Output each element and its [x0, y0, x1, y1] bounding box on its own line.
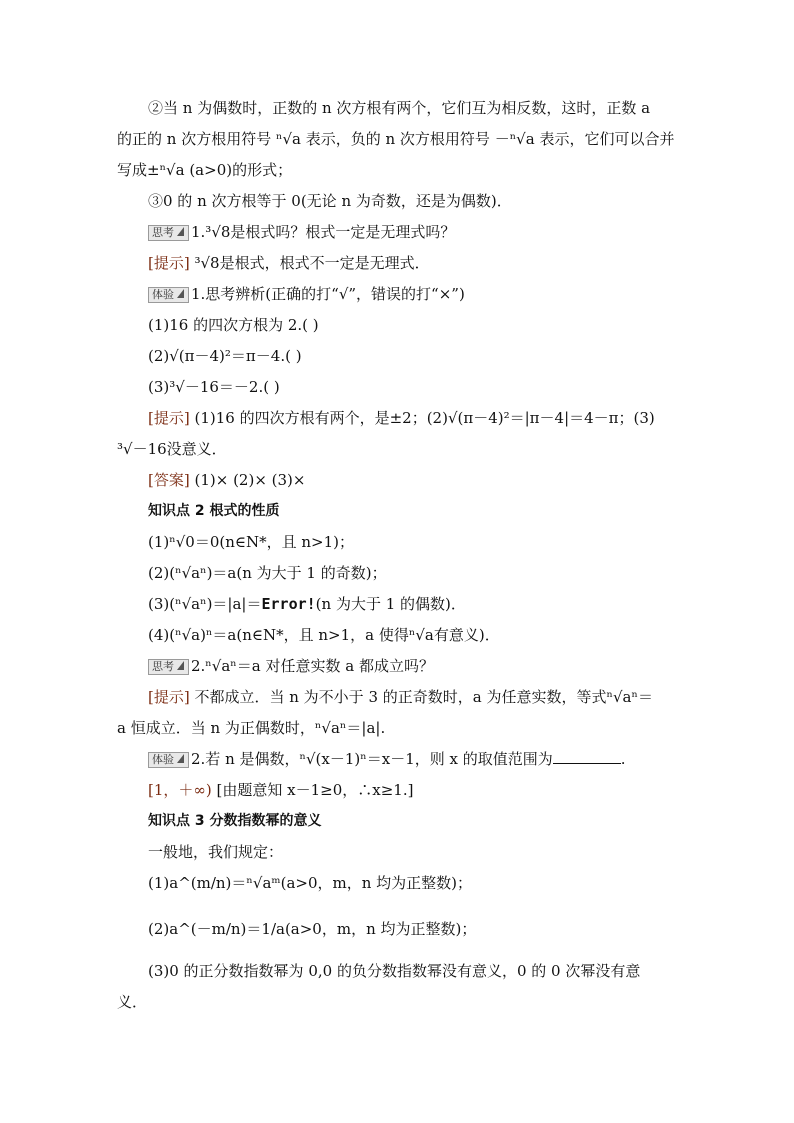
- think-tag: 思考: [148, 225, 189, 241]
- section-heading: 知识点 2 根式的性质: [148, 503, 280, 519]
- text-line: (2)(ⁿ√aⁿ)＝a(n 为大于 1 的奇数)；: [148, 564, 387, 582]
- text-line: 的正的 n 次方根用符号 ⁿ√a 表示，负的 n 次方根用符号 －ⁿ√a 表示，它们可以合并: [117, 130, 675, 148]
- answer-tag: [1，＋∞): [148, 781, 212, 799]
- hint-text: 不都成立．当 n 为不小于 3 的正奇数时，a 为任意实数，等式ⁿ√aⁿ＝: [189, 688, 653, 706]
- text-line: (1)ⁿ√0＝0(n∈N*，且 n>1)；: [148, 533, 355, 551]
- text-line: ③0 的 n 次方根等于 0(无论 n 为奇数，还是为偶数)．: [148, 192, 512, 210]
- think-line-1: [148, 222, 710, 242]
- text-line: (3)³√－16＝－2.( ): [148, 378, 280, 396]
- answer-line: [148, 470, 710, 490]
- experience-tag: 体验: [148, 287, 189, 303]
- answer-line-2: [148, 780, 710, 800]
- experience-tag: 体验: [148, 752, 189, 768]
- answer-text: [由题意知 x－1≥0，∴x≥1.]: [211, 781, 414, 799]
- section-heading: 知识点 3 分数指数幂的意义: [148, 813, 322, 829]
- text-segment: (3)(ⁿ√aⁿ)＝|a|＝: [148, 595, 262, 613]
- think-text: 1.³√8是根式吗？根式一定是无理式吗？: [191, 223, 456, 241]
- text-line: (1)a^(m/n)＝ⁿ√aᵐ(a>0，m，n 均为正整数)；: [148, 874, 473, 892]
- hint-tag: [提示]: [148, 254, 190, 272]
- hint-tag: [提示]: [148, 409, 190, 427]
- text-line: (2)√(π－4)²＝π－4.( ): [148, 347, 302, 365]
- answer-text: (1)× (2)× (3)×: [189, 471, 306, 489]
- text-line: a 恒成立．当 n 为正偶数时，ⁿ√aⁿ＝|a|.: [117, 719, 386, 737]
- hint-text: (1)16 的四次方根有两个，是±2；(2)√(π－4)²＝|π－4|＝4－π；(3): [189, 409, 655, 427]
- experience-line-1: [148, 284, 710, 304]
- text-line: (1)16 的四次方根为 2.( ): [148, 316, 319, 334]
- think-text: 2.ⁿ√aⁿ＝a 对任意实数 a 都成立吗？: [191, 657, 434, 675]
- error-text: Error!: [261, 595, 316, 613]
- hint-line-1: [148, 253, 710, 273]
- text-line: ³√－16没意义．: [117, 440, 227, 458]
- hint-line-3: [148, 687, 710, 707]
- text-segment: (n 为大于 1 的偶数)．: [315, 595, 466, 613]
- hint-tag: [提示]: [148, 688, 190, 706]
- experience-text: 2.若 n 是偶数，ⁿ√(x－1)ⁿ＝x－1，则 x 的取值范围为: [191, 750, 553, 768]
- text-line: 写成±ⁿ√a (a>0)的形式；: [117, 161, 293, 179]
- text-line: 义．: [117, 993, 148, 1011]
- experience-text: 1.思考辨析(正确的打“√”，错误的打“×”): [191, 285, 465, 303]
- text-line: (4)(ⁿ√a)ⁿ＝a(n∈N*，且 n>1，a 使得ⁿ√a有意义)．: [148, 626, 500, 644]
- text-segment: .: [620, 750, 626, 768]
- answer-blank: [553, 749, 621, 764]
- text-line: 一般地，我们规定：: [148, 843, 284, 861]
- answer-tag: [答案]: [148, 471, 190, 489]
- think-line-2: [148, 656, 710, 676]
- text-line: ②当 n 为偶数时，正数的 n 次方根有两个，它们互为相反数，这时，正数 a: [148, 99, 651, 117]
- experience-line-2: [148, 749, 710, 769]
- text-line: [148, 594, 710, 614]
- text-line: (3)0 的正分数指数幂为 0,0 的负分数指数幂没有意义，0 的 0 次幂没有意: [148, 962, 641, 980]
- text-line: (2)a^(－m/n)＝1/a(a>0，m，n 均为正整数)；: [148, 920, 477, 938]
- think-tag: 思考: [148, 659, 189, 675]
- hint-line-2: [148, 408, 710, 428]
- hint-text: ³√8是根式，根式不一定是无理式．: [189, 254, 430, 272]
